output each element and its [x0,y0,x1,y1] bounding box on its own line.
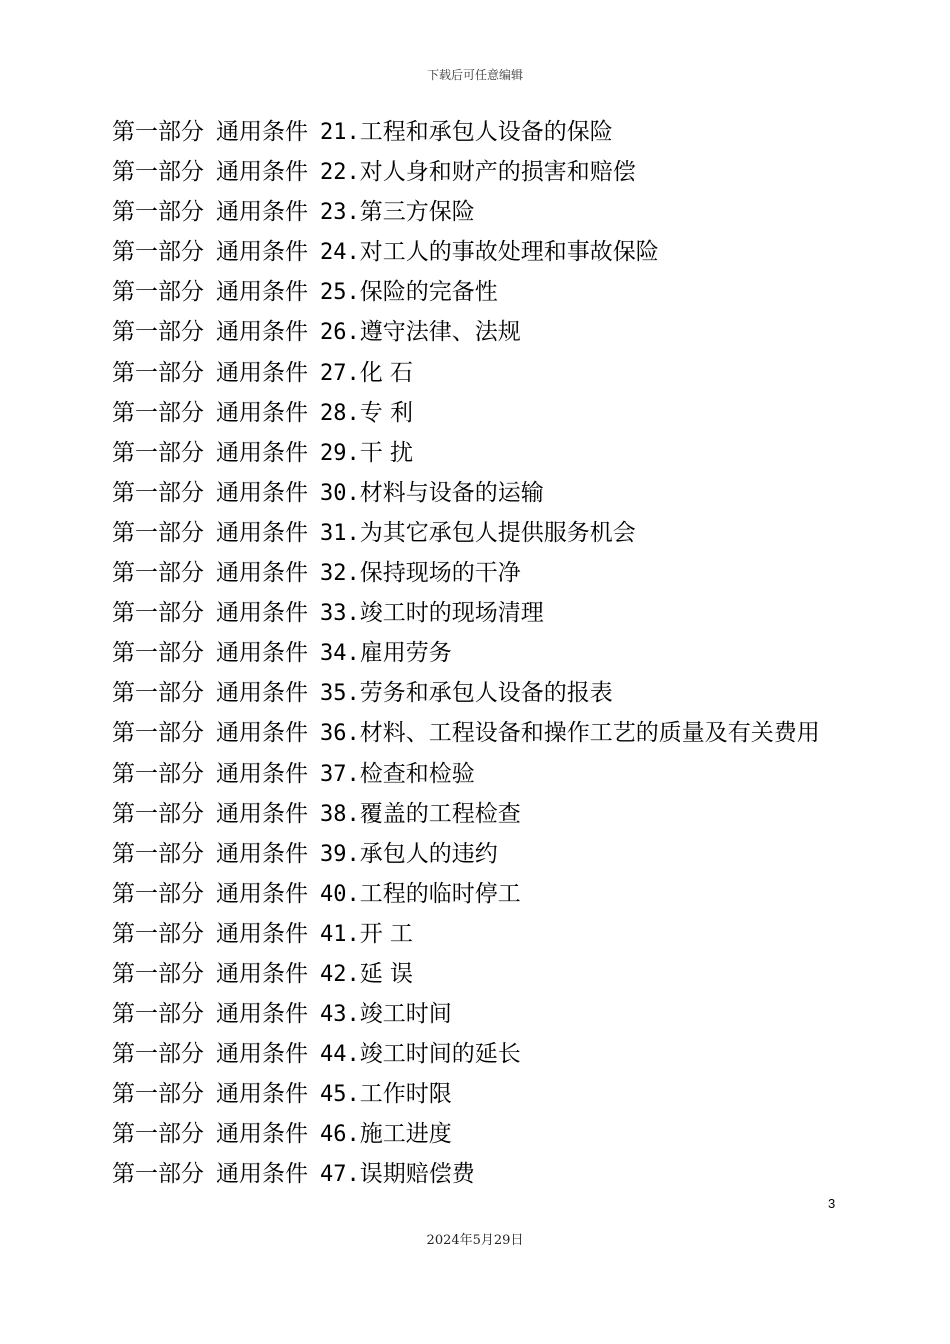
toc-item-number: 44. [320,1042,360,1068]
toc-item-number: 27. [320,360,360,386]
toc-line [112,112,820,152]
toc-part-label: 第一部分 [112,119,204,145]
toc-item-title: 竣工时的现场清理 [359,600,544,627]
toc-line [112,312,820,352]
toc-condition-label: 通用条件 [216,439,308,466]
toc-part-label: 第一部分 [112,239,204,266]
toc-condition-label: 通用条件 [216,760,308,787]
toc-part-label: 第一部分 [112,920,204,947]
toc-part-label: 第一部分 [112,519,204,546]
toc-item-number: 23. [320,200,360,226]
toc-line [112,713,820,753]
toc-item-number: 25. [320,280,360,306]
toc-line [112,272,820,312]
toc-line [112,633,820,673]
toc-item-number: 36. [320,721,360,747]
toc-part-label: 第一部分 [112,1121,204,1148]
toc-part-label: 第一部分 [112,960,204,987]
toc-condition-label: 通用条件 [216,159,308,186]
toc-item-title: 遵守法律、法规 [359,319,521,346]
table-of-contents [112,112,820,1195]
toc-item-title: 工作时限 [359,1081,452,1108]
toc-part-label: 第一部分 [112,159,204,186]
toc-part-label: 第一部分 [112,640,204,667]
toc-part-label: 第一部分 [112,680,204,707]
toc-part-label: 第一部分 [112,800,204,827]
toc-item-number: 29. [320,440,360,466]
toc-item-number: 47. [320,1162,360,1188]
toc-item-number: 35. [320,681,360,707]
toc-item-title: 雇用劳务 [359,640,452,667]
toc-part-label: 第一部分 [112,359,204,386]
toc-item-number: 28. [320,400,360,426]
toc-condition-label: 通用条件 [216,800,308,827]
toc-item-number: 31. [320,520,360,546]
page-number: 3 [828,1196,836,1211]
toc-line [112,794,820,834]
toc-part-label: 第一部分 [112,840,204,867]
toc-part-label: 第一部分 [112,1161,204,1188]
toc-item-number: 41. [320,921,360,947]
toc-item-title: 延 误 [359,960,414,987]
toc-item-number: 37. [320,761,360,787]
toc-line [112,874,820,914]
toc-line [112,192,820,232]
toc-item-title: 材料、工程设备和操作工艺的质量及有关费用 [359,720,820,747]
toc-condition-label: 通用条件 [216,600,308,627]
toc-line [112,1034,820,1074]
toc-condition-label: 通用条件 [216,1001,308,1028]
toc-condition-label: 通用条件 [216,840,308,867]
toc-part-label: 第一部分 [112,560,204,587]
toc-condition-label: 通用条件 [216,720,308,747]
toc-item-number: 24. [320,240,360,266]
toc-part-label: 第一部分 [112,479,204,506]
toc-part-label: 第一部分 [112,1041,204,1068]
toc-condition-label: 通用条件 [216,1041,308,1068]
toc-item-title: 劳务和承包人设备的报表 [359,680,613,707]
toc-line [112,473,820,513]
toc-part-label: 第一部分 [112,600,204,627]
toc-item-title: 专 利 [359,399,414,426]
toc-line [112,553,820,593]
toc-line [112,232,820,272]
toc-condition-label: 通用条件 [216,119,308,145]
toc-item-number: 32. [320,561,360,587]
toc-item-title: 保险的完备性 [359,279,498,306]
toc-item-number: 43. [320,1002,360,1028]
toc-item-title: 检查和检验 [359,760,475,787]
toc-item-title: 开 工 [359,920,414,947]
toc-item-title: 材料与设备的运输 [359,479,544,506]
toc-condition-label: 通用条件 [216,920,308,947]
toc-condition-label: 通用条件 [216,960,308,987]
toc-part-label: 第一部分 [112,279,204,306]
toc-item-title: 工程和承包人设备的保险 [359,119,613,145]
toc-line [112,914,820,954]
toc-item-title: 为其它承包人提供服务机会 [359,519,636,546]
toc-part-label: 第一部分 [112,760,204,787]
toc-item-title: 第三方保险 [359,199,475,226]
toc-part-label: 第一部分 [112,319,204,346]
toc-condition-label: 通用条件 [216,640,308,667]
header-note: 下载后可任意编辑 [426,68,523,82]
toc-item-title: 竣工时间的延长 [359,1041,521,1068]
toc-item-number: 38. [320,801,360,827]
toc-condition-label: 通用条件 [216,479,308,506]
toc-item-number: 46. [320,1122,360,1148]
toc-part-label: 第一部分 [112,1001,204,1028]
toc-item-number: 34. [320,641,360,667]
toc-item-title: 保持现场的干净 [359,560,521,587]
toc-line [112,353,820,393]
toc-part-label: 第一部分 [112,880,204,907]
toc-item-number: 45. [320,1082,360,1108]
toc-item-number: 30. [320,480,360,506]
toc-condition-label: 通用条件 [216,519,308,546]
toc-line [112,152,820,192]
toc-line [112,393,820,433]
toc-condition-label: 通用条件 [216,680,308,707]
toc-item-title: 覆盖的工程检查 [359,800,521,827]
toc-line [112,1114,820,1154]
toc-line [112,433,820,473]
toc-item-title: 施工进度 [359,1121,452,1148]
footer-date: 2024年5月29日 [426,1233,524,1248]
toc-condition-label: 通用条件 [216,880,308,907]
toc-item-number: 33. [320,601,360,627]
toc-part-label: 第一部分 [112,720,204,747]
toc-item-title: 对工人的事故处理和事故保险 [359,239,659,266]
toc-item-number: 21. [320,120,360,145]
toc-line [112,673,820,713]
toc-line [112,593,820,633]
toc-item-number: 42. [320,961,360,987]
toc-condition-label: 通用条件 [216,1121,308,1148]
toc-condition-label: 通用条件 [216,199,308,226]
toc-item-number: 26. [320,320,360,346]
toc-part-label: 第一部分 [112,1081,204,1108]
toc-condition-label: 通用条件 [216,1161,308,1188]
toc-item-title: 承包人的违约 [359,840,498,867]
toc-item-title: 竣工时间 [359,1001,452,1028]
toc-line [112,754,820,794]
toc-line [112,954,820,994]
toc-condition-label: 通用条件 [216,560,308,587]
toc-item-number: 39. [320,841,360,867]
toc-item-title: 化 石 [359,359,414,386]
toc-condition-label: 通用条件 [216,359,308,386]
toc-item-title: 误期赔偿费 [359,1161,475,1188]
toc-part-label: 第一部分 [112,399,204,426]
toc-part-label: 第一部分 [112,439,204,466]
toc-condition-label: 通用条件 [216,279,308,306]
toc-line [112,834,820,874]
toc-line [112,513,820,553]
toc-line [112,994,820,1034]
toc-line [112,1074,820,1114]
toc-condition-label: 通用条件 [216,319,308,346]
toc-item-number: 40. [320,881,360,907]
toc-line [112,1154,820,1194]
toc-item-title: 干 扰 [359,439,414,466]
toc-part-label: 第一部分 [112,199,204,226]
toc-item-number: 22. [320,160,360,186]
toc-condition-label: 通用条件 [216,399,308,426]
toc-item-title: 对人身和财产的损害和赔偿 [359,159,636,186]
toc-condition-label: 通用条件 [216,1081,308,1108]
toc-condition-label: 通用条件 [216,239,308,266]
toc-item-title: 工程的临时停工 [359,880,521,907]
